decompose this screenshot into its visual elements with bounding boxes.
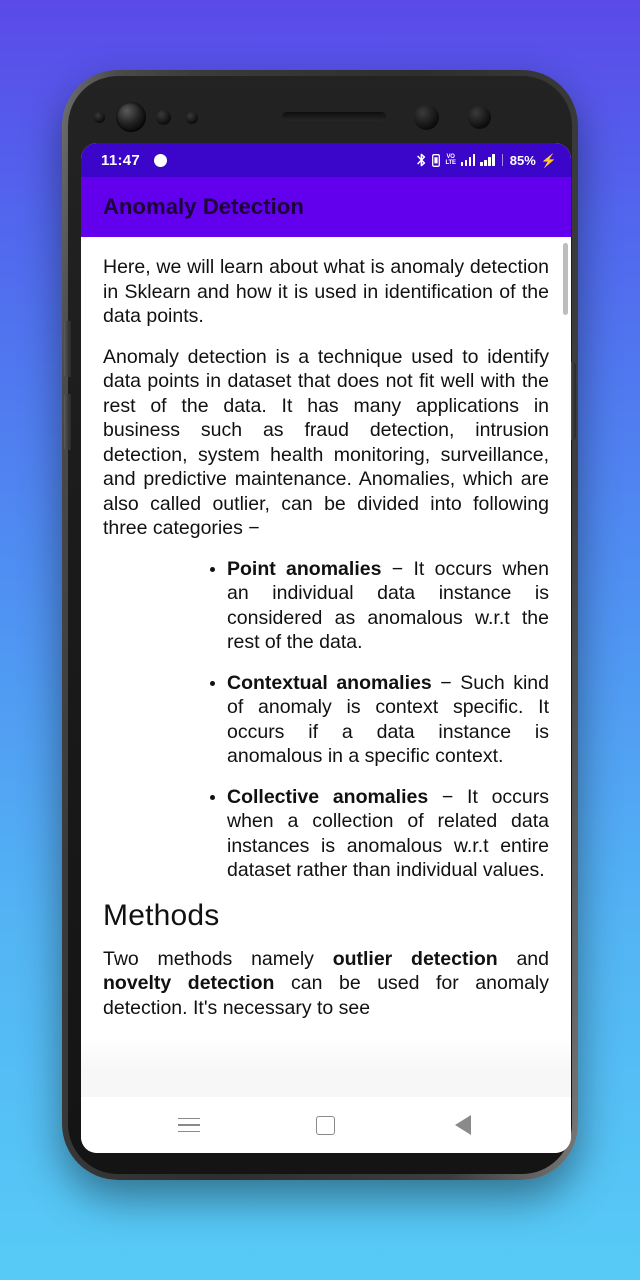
back-icon xyxy=(455,1115,471,1135)
list-item-term: Point anomalies xyxy=(227,557,382,580)
definition-paragraph: Anomaly detection is a technique used to identify data points in dataset that does not fit well with the rest of the data. It has many applications in business such as fraud detection, intrusion detection, system health monitoring, surveillance, and predictive maintenance. Anomalies, which are also called outlier, can be divided into following three categories − xyxy=(103,345,549,539)
methods-text-3: can be used for anomaly detection. It's necessary to see xyxy=(103,972,549,1019)
home-button[interactable] xyxy=(299,1103,353,1147)
ir-sensor-icon xyxy=(186,112,198,124)
proximity-sensor-icon xyxy=(94,112,105,123)
article-scroll-area[interactable] xyxy=(81,237,571,1097)
methods-keyword-novelty: novelty detection xyxy=(103,972,275,994)
volume-up-button[interactable] xyxy=(64,321,71,377)
list-item-dash: − xyxy=(431,671,461,694)
phone-body xyxy=(68,76,572,1174)
light-sensor-icon xyxy=(156,110,171,125)
phone-device-frame xyxy=(62,70,578,1180)
volte-top-label: VO xyxy=(446,153,455,160)
list-item-text: Such kind of anomaly is context specific. It occurs if a data instance is anomalous in a specific context. xyxy=(227,671,549,767)
scrollbar-thumb[interactable] xyxy=(563,243,568,315)
face-sensor-icon xyxy=(468,106,491,129)
battery-percent-label: 85% xyxy=(509,152,536,168)
methods-keyword-outlier: outlier detection xyxy=(332,947,498,970)
methods-text-1: Two methods namely xyxy=(103,947,333,970)
list-item xyxy=(227,671,549,769)
sim-card-icon xyxy=(432,154,440,167)
methods-text-2: and xyxy=(497,947,549,970)
front-camera-icon xyxy=(116,102,146,132)
bluetooth-icon xyxy=(416,153,427,167)
status-bar-left xyxy=(101,152,167,169)
anomaly-categories-list xyxy=(103,557,549,883)
methods-paragraph xyxy=(103,947,549,1021)
back-button[interactable] xyxy=(436,1103,490,1147)
list-item-term: Collective anomalies xyxy=(227,785,429,808)
intro-paragraph: Here, we will learn about what is anomaly detection in Sklearn and how it is used in identification of the data points. xyxy=(103,256,549,327)
page-title: Anomaly Detection xyxy=(103,194,304,219)
status-divider xyxy=(502,154,503,166)
charging-bolt-icon: ⚡ xyxy=(540,152,557,168)
list-item-text: It occurs when a collection of related data instances is anomalous w.r.t entire dataset rather than individual values. xyxy=(227,785,550,881)
list-item-term: Contextual anomalies xyxy=(227,671,432,694)
status-time: 11:47 xyxy=(101,151,141,169)
app-bar xyxy=(81,177,571,237)
volte-bottom-label: LTE xyxy=(445,160,456,166)
volte-indicator xyxy=(445,154,455,167)
signal-bars-sim1-icon xyxy=(461,154,476,166)
secondary-camera-icon xyxy=(414,105,439,130)
status-bar xyxy=(81,143,571,177)
earpiece-speaker-icon xyxy=(282,112,386,121)
volume-down-button[interactable] xyxy=(64,394,71,450)
list-item-dash: − xyxy=(381,557,414,580)
signal-bars-sim2-icon xyxy=(480,154,495,166)
recents-icon xyxy=(178,1118,200,1133)
content-fade-overlay xyxy=(81,1037,571,1097)
phone-screen xyxy=(81,143,571,1153)
home-icon xyxy=(316,1116,335,1135)
recents-button[interactable] xyxy=(162,1103,216,1147)
list-item-dash: − xyxy=(428,785,468,808)
list-item xyxy=(227,785,549,883)
list-item-text: It occurs when an individual data instance is considered as anomalous w.r.t the rest of the data. xyxy=(227,557,549,653)
methods-heading: Methods xyxy=(103,898,220,932)
notification-dot-icon xyxy=(154,154,167,167)
article-content xyxy=(103,255,549,1020)
android-navigation-bar xyxy=(81,1097,571,1153)
status-bar-right xyxy=(416,153,557,168)
list-item xyxy=(227,557,549,655)
